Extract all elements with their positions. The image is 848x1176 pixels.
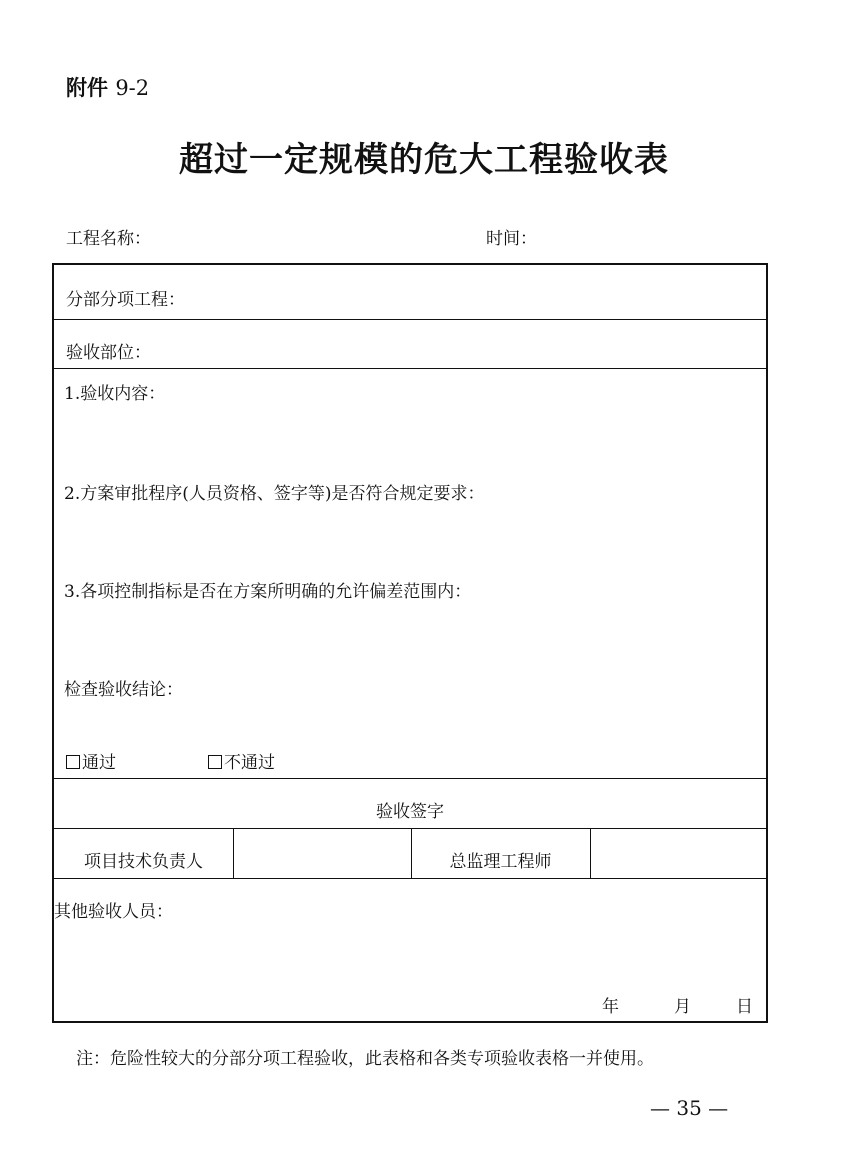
time-label: 时间：: [486, 229, 537, 249]
row-divider: [54, 368, 766, 369]
pass-label: 通过: [82, 753, 116, 773]
tech-lead-signature-field[interactable]: [235, 831, 409, 875]
footnote: 注：危险性较大的分部分项工程验收，此表格和各类专项验收表格一并使用。: [76, 1049, 654, 1069]
fail-option[interactable]: [208, 748, 275, 773]
row-divider: [54, 319, 766, 320]
page-title: 超过一定规模的危大工程验收表: [179, 140, 669, 180]
row-divider: [54, 878, 766, 879]
acceptance-content-item: 1.验收内容：: [64, 384, 166, 404]
row-divider: [54, 778, 766, 779]
chief-supervisor-label: 总监理工程师: [449, 852, 552, 872]
pass-option[interactable]: [66, 748, 116, 773]
sub-project-label: 分部分项工程：: [66, 290, 185, 310]
row-divider: [54, 828, 766, 829]
column-divider: [233, 828, 234, 878]
acceptance-part-label: 验收部位：: [66, 343, 151, 363]
checkbox-icon[interactable]: [208, 755, 222, 769]
column-divider: [590, 828, 591, 878]
attachment-word: 附件: [66, 75, 108, 100]
fail-label: 不通过: [224, 753, 275, 773]
signature-header: 验收签字: [376, 802, 444, 822]
attachment-label: [66, 72, 149, 102]
approval-procedure-item: 2.方案审批程序(人员资格、签字等)是否符合规定要求：: [64, 484, 485, 504]
other-personnel-label: 其他验收人员：: [54, 902, 173, 922]
page-number: — 35 —: [650, 1096, 729, 1120]
checkbox-icon[interactable]: [66, 755, 80, 769]
date-month: 月: [674, 997, 691, 1017]
project-name-label: 工程名称：: [66, 229, 151, 249]
control-indicators-item: 3.各项控制指标是否在方案所明确的允许偏差范围内：: [64, 582, 472, 602]
tech-lead-label: 项目技术负责人: [84, 852, 203, 872]
date-day: 日: [736, 997, 753, 1017]
date-year: 年: [602, 997, 619, 1017]
conclusion-label: 检查验收结论：: [64, 680, 183, 700]
acceptance-form-table: [52, 263, 768, 1023]
chief-supervisor-signature-field[interactable]: [592, 831, 766, 875]
attachment-number: 9-2: [115, 76, 150, 100]
